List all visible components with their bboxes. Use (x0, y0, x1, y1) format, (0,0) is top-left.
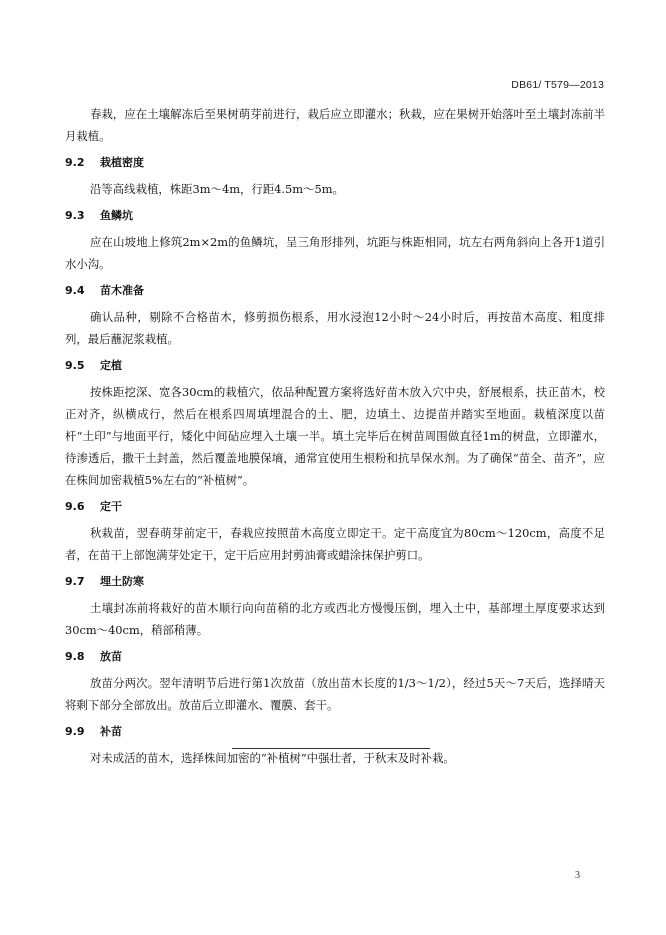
section-number: 9.4 (65, 284, 85, 297)
section-number: 9.8 (65, 650, 85, 663)
end-of-text-rule (232, 748, 430, 749)
section-text: 确认品种，剔除不合格苗木，修剪损伤根系，用水浸泡12小时～24小时后，再按苗木高度、粗度排列，最后蘸泥浆栽植。 (65, 310, 605, 346)
section-heading (65, 206, 605, 226)
section-heading (65, 356, 605, 376)
intro-paragraph: 春栽，应在土壤解冻后至果树萌芽前进行，栽后应立即灌水；秋栽，应在果树开始落叶至土壤封冻前半月栽植。 (65, 107, 605, 143)
section-title: 鱼鳞坑 (100, 209, 133, 222)
section-text: 土壤封冻前将栽好的苗木顺行向向苗稍的北方或西北方慢慢压倒，埋入土中，基部埋土厚度要求达到30cm～40cm，稍部稍薄。 (65, 601, 605, 637)
section-heading (65, 497, 605, 517)
section-9-9 (65, 722, 605, 769)
section-title: 栽植密度 (100, 156, 144, 169)
section-9-6 (65, 497, 605, 566)
section-number: 9.5 (65, 359, 85, 372)
section-title: 放苗 (100, 650, 122, 663)
section-number: 9.7 (65, 575, 85, 588)
section-9-8 (65, 647, 605, 716)
section-title: 定干 (100, 500, 122, 513)
document-code: DB61/ T579—2013 (511, 79, 604, 91)
section-title: 苗木准备 (100, 284, 144, 297)
section-text: 应在山坡地上修筑2m×2m的鱼鳞坑，呈三角形排列，坑距与株距相同，坑左右两角斜向上各开1道引水小沟。 (65, 235, 605, 271)
section-heading (65, 281, 605, 301)
section-number: 9.6 (65, 500, 85, 513)
section-text: 沿等高线栽植，株距3m～4m，行距4.5m～5m。 (90, 182, 344, 196)
section-9-5 (65, 356, 605, 491)
section-text: 对未成活的苗木，选择株间加密的“补植树”中强壮者，于秋末及时补栽。 (90, 751, 455, 765)
section-title: 补苗 (100, 725, 122, 738)
section-9-3 (65, 206, 605, 275)
section-title: 埋土防寒 (100, 575, 144, 588)
page-number: 3 (575, 870, 580, 881)
section-text: 按株距挖深、宽各30cm的栽植穴，依品种配置方案将选好苗木放入穴中央，舒展根系，扶正苗木，校正对齐，纵横成行，然后在根系四周填埋混合的土、肥，边填土、边提苗并踏实至地面。栽植深度以苗杆“土印”与地面平行，矮化中间砧应埋入土壤一半。填土完毕后在树苗周围做直径1m的树盘，立即灌水，待渗透后，撒干土封盖，然后覆盖地膜保墒，通常宜使用生根粉和抗旱保水剂。为了确保“苗全、苗齐”，应在株间加密栽植5%左右的“补植树”。 (65, 385, 605, 487)
section-title: 定植 (100, 359, 122, 372)
section-heading (65, 153, 605, 173)
section-9-4 (65, 281, 605, 350)
section-number: 9.9 (65, 725, 85, 738)
section-heading (65, 722, 605, 742)
document-body (65, 103, 605, 771)
section-text: 秋栽苗，翌春萌芽前定干，春栽应按照苗木高度立即定干。定干高度宜为80cm～120cm，高度不足者，在苗干上部饱满芽处定干，定干后应用封剪油膏或蜡涂抹保护剪口。 (65, 526, 605, 562)
section-heading (65, 572, 605, 592)
section-9-7 (65, 572, 605, 641)
section-text: 放苗分两次。翌年清明节后进行第1次放苗（放出苗木长度的1/3～1/2），经过5天～7天后，选择晴天将剩下部分全部放出。放苗后立即灌水、覆膜、套干。 (65, 676, 605, 712)
section-heading (65, 647, 605, 667)
section-9-2 (65, 153, 605, 200)
section-number: 9.3 (65, 209, 85, 222)
section-number: 9.2 (65, 156, 85, 169)
